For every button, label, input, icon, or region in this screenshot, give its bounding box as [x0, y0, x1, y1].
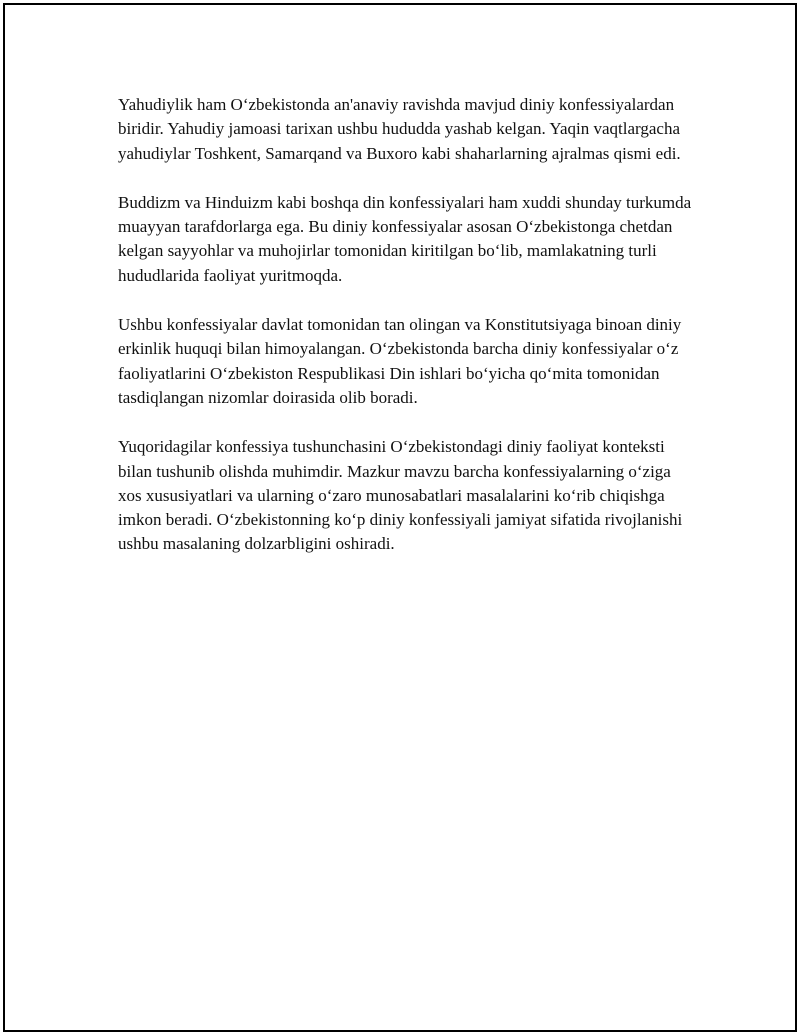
paragraph-legal-status: Ushbu konfessiyalar davlat tomonidan tan olingan va Konstitutsiyaga binoan diniy erkinlik huquqi bilan himoyalangan. O‘zbekistonda barcha diniy konfessiyalar o‘z faoliyatlarini O‘zbekiston Respublikasi Din ishlari bo‘yicha qo‘mita tomonidan tasdiqlangan nizomlar doirasida olib boradi. — [118, 315, 682, 407]
paragraph-conclusion: Yuqoridagilar konfessiya tushunchasini O‘zbekistondagi diniy faoliyat konteksti bilan tushunib olishda muhimdir. Mazkur mavzu barcha konfessiyalarning o‘ziga xos xususiyatlari va ularning o‘zaro munosabatlari masalalarini ko‘rib chiqishga imkon beradi. O‘zbekistonning ko‘p diniy konfessiyali jamiyat sifatida rivojlanishi ushbu masalaning dolzarbligini oshiradi. — [118, 437, 683, 554]
document-body — [118, 93, 693, 582]
paragraph-judaism: Yahudiylik ham O‘zbekistonda an'anaviy ravishda mavjud diniy konfessiyalardan biridir. Yahudiy jamoasi tarixan ushbu hududda yashab kelgan. Yaqin vaqtlargacha yahudiylar Toshkent, Samarqand va Buxoro kabi shaharlarning ajralmas qismi edi. — [118, 95, 681, 163]
paragraph-buddhism-hinduism: Buddizm va Hinduizm kabi boshqa din konfessiyalari ham xuddi shunday turkumda muayyan tarafdorlarga ega. Bu diniy konfessiyalar asosan O‘zbekistonga chetdan kelgan sayyohlar va muhojirlar tomonidan kiritilgan bo‘lib, mamlakatning turli hududlarida faoliyat yuritmoqda. — [118, 192, 692, 285]
